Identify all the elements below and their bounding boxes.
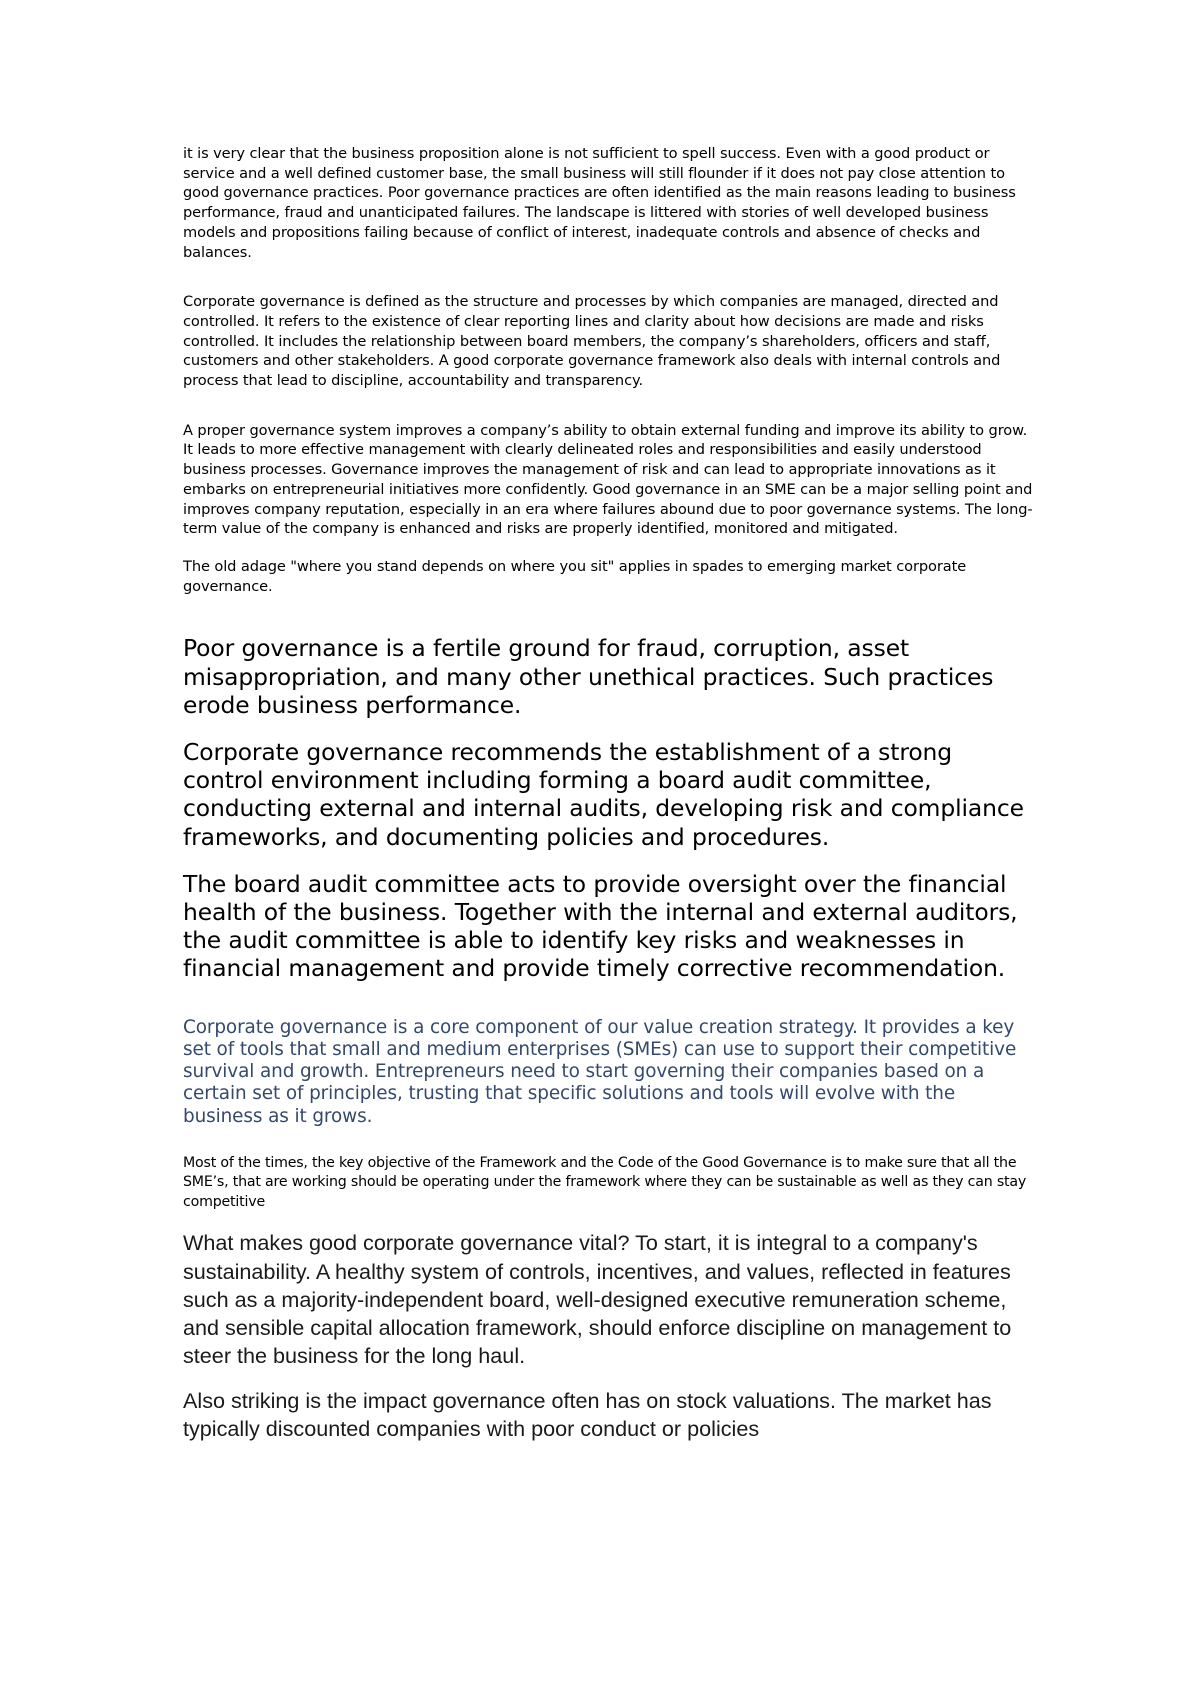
paragraph-spacer bbox=[183, 539, 1033, 557]
paragraph-governance-definition: Corporate governance is defined as the structure and processes by which companies are managed, directed and controlled. It refers to the existence of clear reporting lines and clarity about how decisions are made and risks controlled. It includes the relationship between board members, the company’s shareholders, officers and staff, customers and other stakeholders. A good corporate governance framework also deals with internal controls and process that lead to discipline, accountability and transparency. bbox=[183, 293, 1001, 390]
paragraph-framework-code: Most of the times, the key objective of the Framework and the Code of the Good Governance is to make sure that all the SME’s, that are working should be operating under the framework where they can be sustainable as well as they can stay competitive bbox=[183, 1155, 1027, 1210]
paragraph-spacer bbox=[183, 983, 1033, 1017]
paragraph-governance-benefits: A proper governance system improves a company’s ability to obtain external funding and improve its ability to grow. It leads to more effective management with clearly delineated roles and responsibilities and easily understood business processes. Governance improves the management of risk and can lead to appropriate innovations as it embarks on entrepreneurial initiatives more confidently. Good governance in an SME can be a major selling point and improves company reputation, especially in an era where failures abound due to poor governance systems. The long-term value of the company is enhanced and risks are properly identified, monitored and mitigated. bbox=[183, 421, 1033, 538]
paragraph-business-proposition: it is very clear that the business proposition alone is not sufficient to spell success. Even with a good product or service and a well defined customer base, the small business will still flounder if it does not pay close attention to good governance practices. Poor governance practices are often identified as the main reasons leading to business performance, fraud and unanticipated failures. The landscape is littered with stories of well developed business models and propositions failing because of conflict of interest, inadequate controls and absence of checks and balances. bbox=[183, 145, 1016, 261]
paragraph-value-creation: Corporate governance is a core component of our value creation strategy. It provides a key set of tools that small and medium enterprises (SMEs) can use to support their competitive survival and growth. Entrepreneurs need to start governing their companies based on a certain set of principles, trusting that specific solutions and tools will evolve with the business as it grows. bbox=[183, 1016, 1017, 1127]
paragraph-spacer bbox=[183, 596, 1033, 634]
paragraph-governance-vital: What makes good corporate governance vital? To start, it is integral to a company's sustainability. A healthy system of controls, incentives, and values, reflected in features such as a majority-independent board, well-designed executive remuneration scheme, and sensible capital allocation framework, should enforce discipline on management to steer the business for the long haul. bbox=[183, 1230, 1012, 1369]
paragraph-poor-governance: Poor governance is a fertile ground for fraud, corruption, asset misappropriation, and many other unethical practices. Such practices erode business performance. bbox=[183, 634, 994, 719]
paragraph-audit-committee: The board audit committee acts to provide oversight over the financial health of the business. Together with the internal and external auditors, the audit committee is able to identify key risks and weaknesses in financial management and provide timely corrective recommendation. bbox=[183, 869, 1018, 983]
paragraph-control-environment: Corporate governance recommends the establishment of a strong control environment including forming a board audit committee, conducting external and internal audits, developing risk and compliance frameworks, and documenting policies and procedures. bbox=[183, 737, 1024, 851]
paragraph-old-adage: The old adage "where you stand depends on where you sit" applies in spades to emerging market corporate governance. bbox=[183, 557, 967, 595]
paragraph-spacer bbox=[183, 719, 1033, 738]
paragraph-spacer bbox=[183, 851, 1033, 870]
document-body bbox=[183, 144, 1033, 1443]
paragraph-stock-valuations: Also striking is the impact governance often has on stock valuations. The market has typically discounted companies with poor conduct or policies bbox=[183, 1387, 992, 1442]
paragraph-spacer bbox=[183, 262, 1033, 292]
paragraph-spacer bbox=[183, 1128, 1033, 1154]
paragraph-spacer bbox=[183, 1212, 1033, 1229]
paragraph-spacer bbox=[183, 1371, 1033, 1387]
paragraph-spacer bbox=[183, 391, 1033, 421]
